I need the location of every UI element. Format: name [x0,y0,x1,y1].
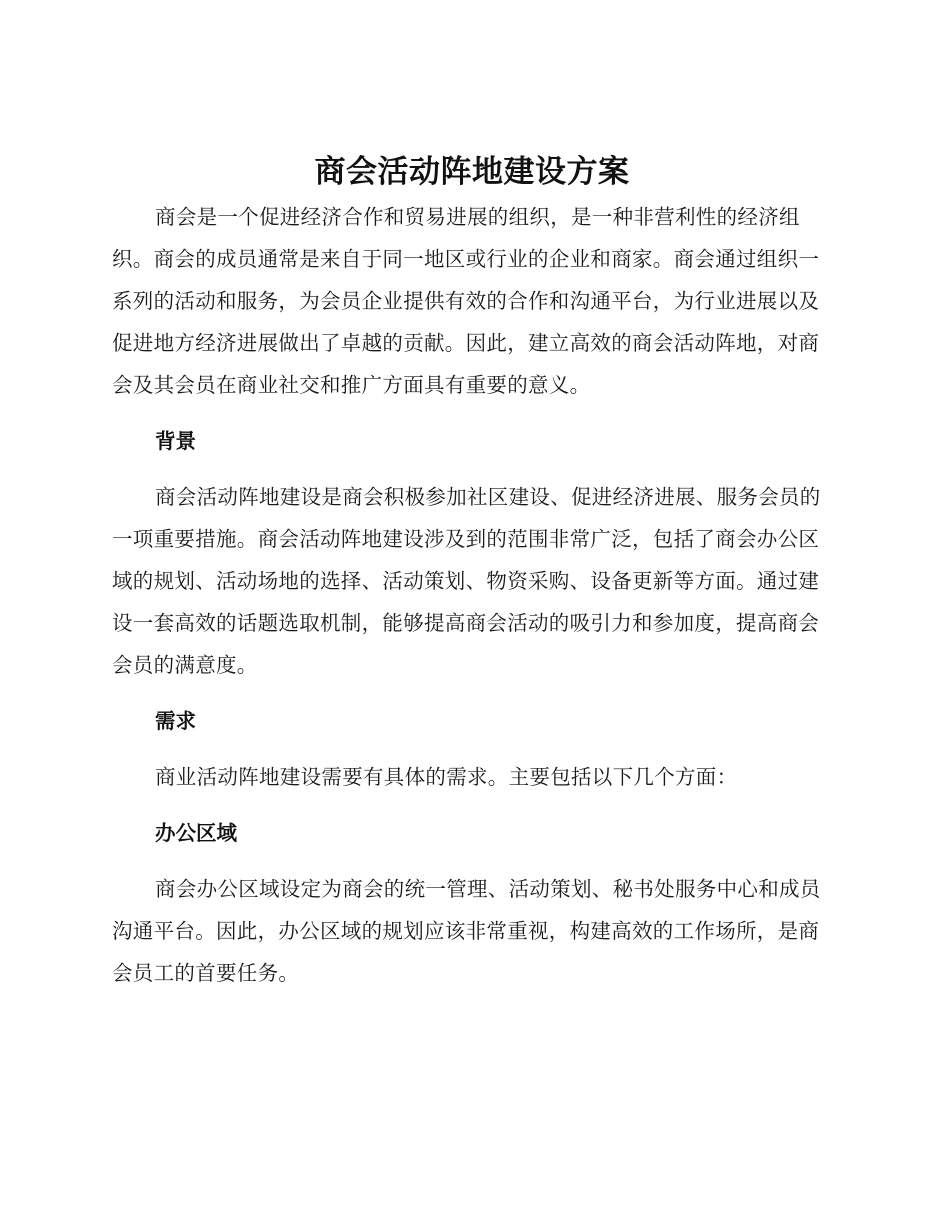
section-heading-requirements: 需求 [155,709,196,733]
section-body-office-area: 商会办公区域设定为商会的统一管理、活动策划、秘书处服务中心和成员沟通平台。因此，办公区域的规划应该非常重视，构建高效的工作场所，是商会员工的首要任务。 [112,877,821,985]
section-body-requirements: 商业活动阵地建设需要有具体的需求。主要包括以下几个方面： [155,765,738,789]
spacer [112,742,832,756]
section-heading-background: 背景 [155,429,196,453]
document-title: 商会活动阵地建设方案 [314,154,630,190]
section-body-background: 商会活动阵地建设是商会积极参加社区建设、促进经济进展、服务会员的一项重要措施。商会活动阵地建设涉及到的范围非常广泛，包括了商会办公区域的规划、活动场地的选择、活动策划、物资采购、设备更新等方面。通过建设一套高效的话题选取机制，能够提高商会活动的吸引力和参加度，提高商会会员的满意度。 [112,485,821,677]
section-heading-office-area: 办公区域 [155,821,237,845]
spacer [112,686,832,700]
spacer [112,798,832,812]
document-page [112,148,832,994]
spacer [112,406,832,420]
spacer [112,462,832,476]
intro-paragraph: 商会是一个促进经济合作和贸易进展的组织，是一种非营利性的经济组织。商会的成员通常是来自于同一地区或行业的企业和商家。商会通过组织一系列的活动和服务，为会员企业提供有效的合作和沟通平台，为行业进展以及促进地方经济进展做出了卓越的贡献。因此，建立高效的商会活动阵地，对商会及其会员在商业社交和推广方面具有重要的意义。 [112,205,820,397]
spacer [112,854,832,868]
